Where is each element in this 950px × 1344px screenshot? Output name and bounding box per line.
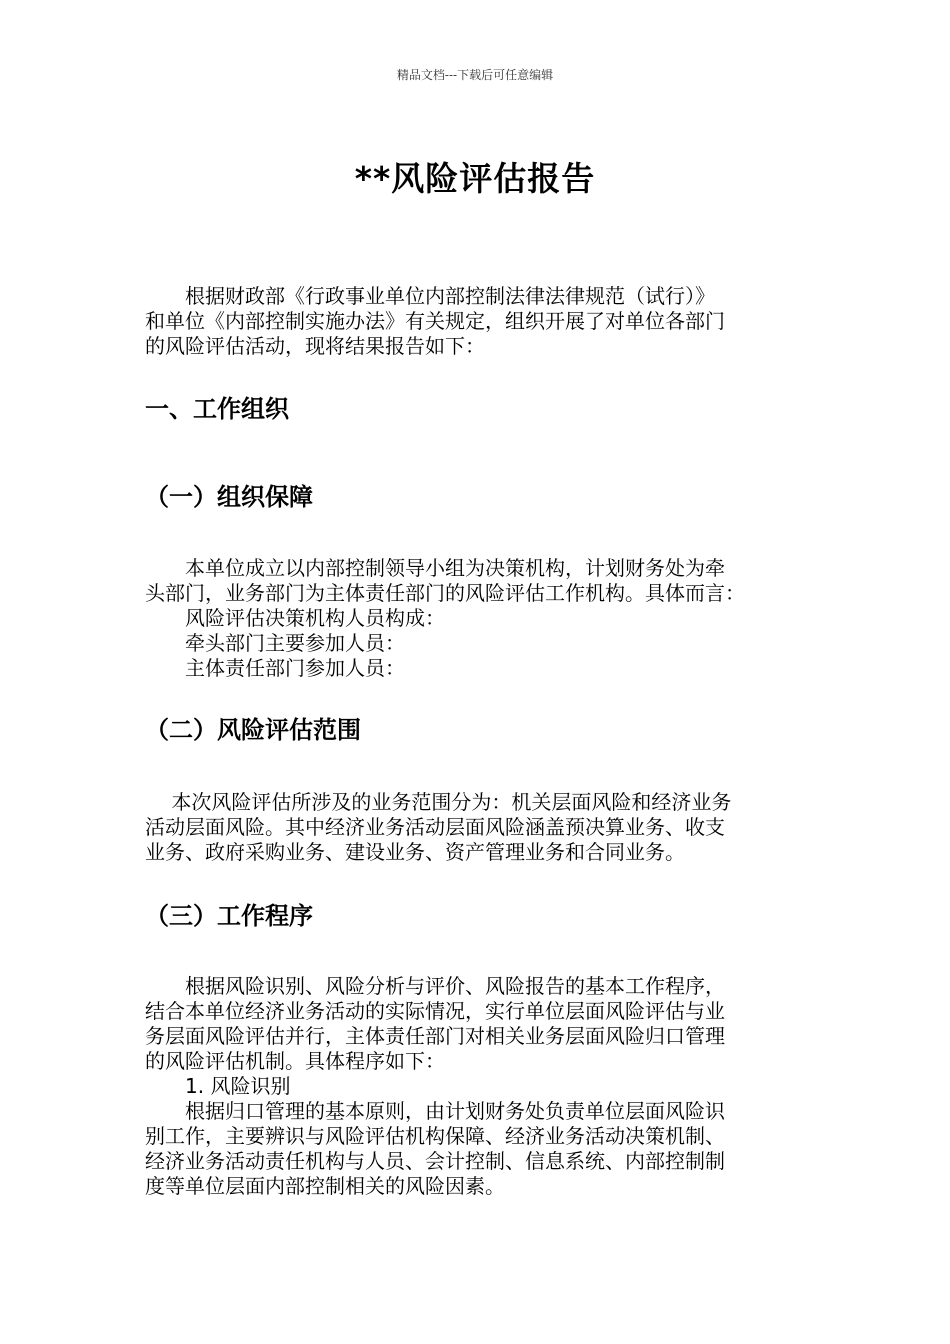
subsection-heading-work-procedure: （三）工作程序 [145,902,313,930]
body-line: 本单位成立以内部控制领导小组为决策机构，计划财务处为牵 [145,556,725,580]
body-line: 度等单位层面内部控制相关的风险因素。 [145,1174,505,1198]
intro-line: 根据财政部《行政事业单位内部控制法律法律规范（试行）》 [145,284,715,308]
body-line: 牵头部门主要参加人员： [145,631,405,655]
intro-line: 的风险评估活动，现将结果报告如下： [145,334,485,358]
body-line: 主体责任部门参加人员： [145,656,405,680]
body-line: 务层面风险评估并行，主体责任部门对相关业务层面风险归口管理 [145,1024,725,1048]
body-line: 本次风险评估所涉及的业务范围分为：机关层面风险和经济业务 [145,790,732,814]
body-line: 根据风险识别、风险分析与评价、风险报告的基本工作程序， [145,974,725,998]
body-line: 风险评估决策机构人员构成： [145,606,445,630]
body-line: 经济业务活动责任机构与人员、会计控制、信息系统、内部控制制 [145,1149,725,1173]
organization-guarantee-paragraph [145,556,807,681]
intro-paragraph [145,284,807,359]
body-line: 1. 风险识别 [145,1074,291,1098]
body-line: 业务、政府采购业务、建设业务、资产管理业务和合同业务。 [145,840,685,864]
body-line: 结合本单位经济业务活动的实际情况，实行单位层面风险评估与业 [145,999,725,1023]
subsection-heading-organization-guarantee: （一）组织保障 [145,483,313,511]
body-line: 的风险评估机制。具体程序如下： [145,1049,445,1073]
body-line: 别工作，主要辨识与风险评估机构保障、经济业务活动决策机制、 [145,1124,725,1148]
assessment-scope-paragraph [145,790,807,865]
header-watermark: 精品文档---下载后可任意编辑 [396,68,554,82]
section-heading-work-organization: 一、工作组织 [145,395,289,423]
document-title: **风险评估报告 [354,159,596,198]
body-line: 活动层面风险。其中经济业务活动层面风险涵盖预决算业务、收支 [145,815,725,839]
work-procedure-paragraph [145,974,807,1199]
intro-line: 和单位《内部控制实施办法》有关规定，组织开展了对单位各部门 [145,309,725,333]
body-line: 根据归口管理的基本原则，由计划财务处负责单位层面风险识 [145,1099,725,1123]
subsection-heading-assessment-scope: （二）风险评估范围 [145,716,361,744]
body-line: 头部门，业务部门为主体责任部门的风险评估工作机构。具体而言： [145,581,745,605]
